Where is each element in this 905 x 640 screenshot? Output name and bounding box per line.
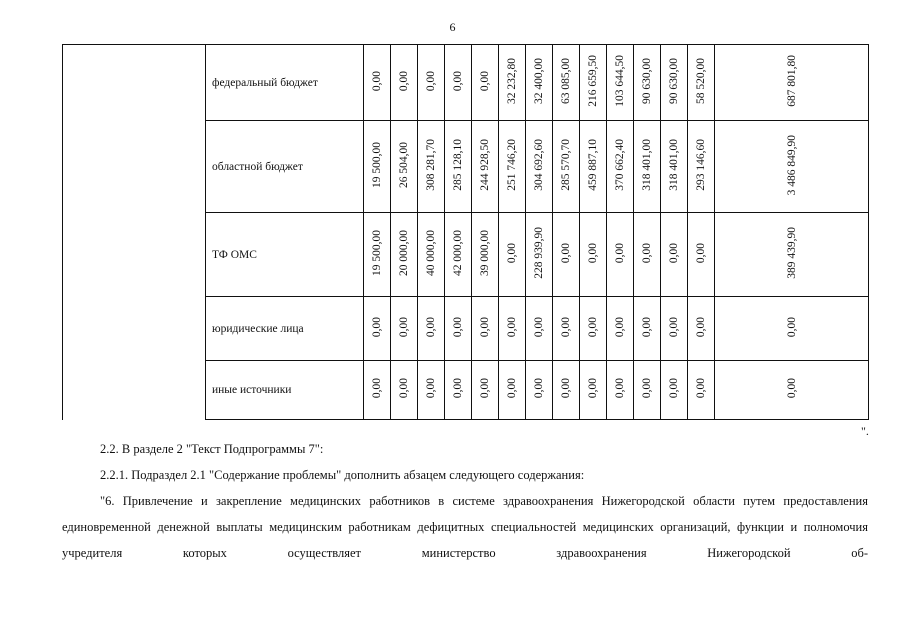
year-value: 0,00 xyxy=(479,316,491,338)
year-value: 0,00 xyxy=(506,242,518,264)
year-value-cell xyxy=(553,213,580,297)
year-value-cell xyxy=(607,45,634,121)
year-value-cell xyxy=(553,45,580,121)
year-value-cell xyxy=(526,297,553,361)
year-value: 19 500,00 xyxy=(371,142,383,188)
year-value: 216 659,50 xyxy=(587,55,599,107)
year-value-cell xyxy=(661,121,688,213)
year-value-cell xyxy=(553,121,580,213)
year-value: 32 232,80 xyxy=(506,58,518,104)
page-number: 6 xyxy=(449,20,456,34)
year-value-cell xyxy=(580,45,607,121)
year-value: 318 401,00 xyxy=(641,139,653,191)
year-value: 26 504,00 xyxy=(398,142,410,188)
year-value: 285 128,10 xyxy=(452,139,464,191)
year-value: 19 500,00 xyxy=(371,230,383,276)
year-value: 304 692,60 xyxy=(533,139,545,191)
year-value: 0,00 xyxy=(425,316,437,338)
year-value: 0,00 xyxy=(614,316,626,338)
year-value: 0,00 xyxy=(371,378,383,399)
year-value: 0,00 xyxy=(560,242,572,264)
year-value-cell xyxy=(418,45,445,121)
year-value-cell xyxy=(661,213,688,297)
year-value-cell xyxy=(526,121,553,213)
year-value: 0,00 xyxy=(425,70,437,92)
year-value: 0,00 xyxy=(668,242,680,264)
year-value: 0,00 xyxy=(425,378,437,399)
closing-quote: ". xyxy=(861,424,869,438)
year-value: 39 000,00 xyxy=(479,230,491,276)
paragraph-section-2-2-1: 2.2.1. Подраздел 2.1 "Содержание проблемы" дополнить абзацем следующего содержания: xyxy=(100,468,585,482)
year-value: 90 630,00 xyxy=(641,58,653,104)
year-value-cell xyxy=(445,121,472,213)
year-value-cell xyxy=(661,45,688,121)
year-value: 90 630,00 xyxy=(668,58,680,104)
year-value-cell xyxy=(607,297,634,361)
year-value: 459 887,10 xyxy=(587,139,599,191)
year-value-cell xyxy=(688,213,715,297)
year-value: 0,00 xyxy=(452,70,464,92)
year-value-cell xyxy=(418,361,445,420)
year-value-cell xyxy=(472,121,499,213)
funding-source-label: областной бюджет xyxy=(206,121,364,213)
year-value: 244 928,50 xyxy=(479,139,491,191)
total-value: 3 486 849,90 xyxy=(785,134,798,196)
year-value-cell xyxy=(364,45,391,121)
year-value: 0,00 xyxy=(695,316,707,338)
total-value: 389 439,90 xyxy=(785,227,798,279)
year-value-cell xyxy=(634,45,661,121)
funding-source-label: федеральный бюджет xyxy=(206,45,364,121)
year-value: 0,00 xyxy=(587,378,599,399)
year-value-cell xyxy=(445,213,472,297)
year-value: 58 520,00 xyxy=(695,58,707,104)
total-value-cell xyxy=(715,213,869,297)
year-value: 0,00 xyxy=(560,378,572,399)
year-value-cell xyxy=(445,361,472,420)
year-value: 0,00 xyxy=(614,242,626,264)
year-value: 0,00 xyxy=(506,316,518,338)
year-value-cell xyxy=(580,297,607,361)
year-value-cell xyxy=(634,361,661,420)
blank-merged-cell xyxy=(63,45,206,420)
year-value: 103 644,50 xyxy=(614,55,626,107)
year-value-cell xyxy=(661,297,688,361)
year-value: 0,00 xyxy=(398,378,410,399)
year-value: 293 146,60 xyxy=(695,139,707,191)
total-value: 687 801,80 xyxy=(785,55,798,107)
year-value-cell xyxy=(526,361,553,420)
year-value-cell xyxy=(661,361,688,420)
year-value: 40 000,00 xyxy=(425,230,437,276)
year-value-cell xyxy=(499,361,526,420)
year-value-cell xyxy=(364,121,391,213)
year-value-cell xyxy=(607,121,634,213)
year-value-cell xyxy=(391,297,418,361)
year-value-cell xyxy=(499,213,526,297)
table-row xyxy=(63,45,869,121)
year-value-cell xyxy=(418,297,445,361)
funding-source-label: иные источники xyxy=(206,361,364,420)
year-value-cell xyxy=(634,213,661,297)
year-value: 32 400,00 xyxy=(533,58,545,104)
year-value: 0,00 xyxy=(560,316,572,338)
funding-source-label: ТФ ОМС xyxy=(206,213,364,297)
year-value: 0,00 xyxy=(641,242,653,264)
financing-table xyxy=(62,44,869,420)
year-value-cell xyxy=(472,297,499,361)
year-value: 0,00 xyxy=(587,316,599,338)
year-value: 0,00 xyxy=(479,70,491,92)
total-value-cell xyxy=(715,121,869,213)
year-value-cell xyxy=(634,121,661,213)
year-value: 0,00 xyxy=(668,316,680,338)
total-value: 0,00 xyxy=(785,316,798,338)
year-value-cell xyxy=(364,213,391,297)
year-value-cell xyxy=(580,121,607,213)
year-value: 318 401,00 xyxy=(668,139,680,191)
year-value-cell xyxy=(499,297,526,361)
year-value: 228 939,90 xyxy=(533,227,545,279)
year-value-cell xyxy=(553,297,580,361)
year-value-cell xyxy=(418,213,445,297)
year-value: 63 085,00 xyxy=(560,58,572,104)
year-value: 0,00 xyxy=(398,70,410,92)
year-value: 0,00 xyxy=(641,316,653,338)
total-value-cell xyxy=(715,297,869,361)
year-value-cell xyxy=(391,213,418,297)
year-value: 20 000,00 xyxy=(398,230,410,276)
year-value: 0,00 xyxy=(371,316,383,338)
year-value-cell xyxy=(688,121,715,213)
year-value: 0,00 xyxy=(695,378,707,399)
year-value: 251 746,20 xyxy=(506,139,518,191)
year-value-cell xyxy=(688,45,715,121)
year-value-cell xyxy=(607,213,634,297)
year-value-cell xyxy=(445,45,472,121)
year-value: 0,00 xyxy=(533,378,545,399)
total-value: 0,00 xyxy=(785,378,798,399)
year-value-cell xyxy=(391,361,418,420)
year-value-cell xyxy=(391,121,418,213)
year-value: 0,00 xyxy=(614,378,626,399)
year-value: 0,00 xyxy=(371,70,383,92)
total-value-cell xyxy=(715,45,869,121)
year-value: 0,00 xyxy=(506,378,518,399)
year-value: 0,00 xyxy=(695,242,707,264)
year-value-cell xyxy=(499,45,526,121)
year-value: 42 000,00 xyxy=(452,230,464,276)
year-value-cell xyxy=(472,213,499,297)
year-value-cell xyxy=(445,297,472,361)
year-value-cell xyxy=(472,361,499,420)
year-value: 0,00 xyxy=(452,316,464,338)
year-value-cell xyxy=(526,213,553,297)
year-value: 0,00 xyxy=(398,316,410,338)
year-value: 0,00 xyxy=(533,316,545,338)
year-value-cell xyxy=(607,361,634,420)
year-value-cell xyxy=(688,361,715,420)
year-value-cell xyxy=(553,361,580,420)
year-value-cell xyxy=(391,45,418,121)
total-value-cell xyxy=(715,361,869,420)
year-value: 0,00 xyxy=(452,378,464,399)
year-value-cell xyxy=(499,121,526,213)
year-value: 0,00 xyxy=(641,378,653,399)
paragraph-section-2-2: 2.2. В разделе 2 "Текст Подпрограммы 7": xyxy=(100,442,324,456)
year-value-cell xyxy=(472,45,499,121)
year-value-cell xyxy=(688,297,715,361)
year-value: 285 570,70 xyxy=(560,139,572,191)
year-value: 0,00 xyxy=(479,378,491,399)
year-value: 370 662,40 xyxy=(614,139,626,191)
year-value-cell xyxy=(418,121,445,213)
year-value-cell xyxy=(580,213,607,297)
year-value: 308 281,70 xyxy=(425,139,437,191)
year-value-cell xyxy=(364,361,391,420)
funding-source-label: юридические лица xyxy=(206,297,364,361)
year-value-cell xyxy=(580,361,607,420)
year-value: 0,00 xyxy=(668,378,680,399)
year-value-cell xyxy=(364,297,391,361)
year-value-cell xyxy=(634,297,661,361)
year-value-cell xyxy=(526,45,553,121)
year-value: 0,00 xyxy=(587,242,599,264)
paragraph-item-6: "6. Привлечение и закрепление медицинских работников в системе здравоохранения Нижегородской области путем предоставления единовременной денежной выплаты медицинским работникам дефицитных специальностей медицинских организаций, функции и полномочия учредителя которых осуществляет министерство здравоохранения Нижегородской об- xyxy=(62,494,868,560)
